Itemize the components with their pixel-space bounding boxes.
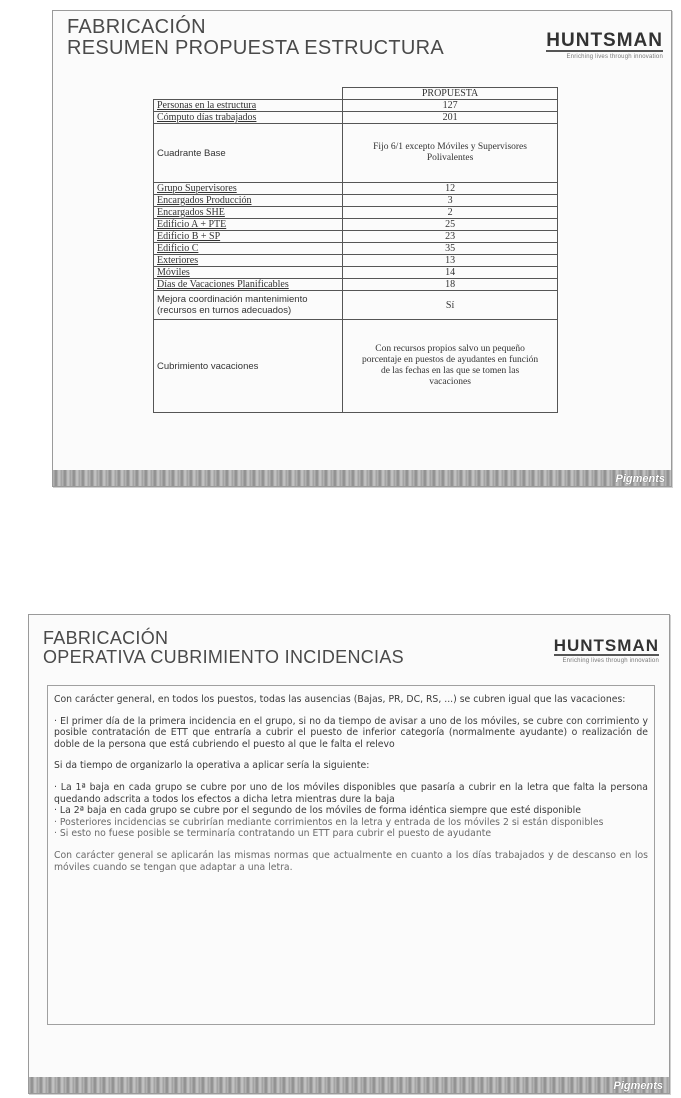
bullet-second-leave: · La 2ª baja en cada grupo se cubre por el segundo de los móviles de forma idéntica siempre que esté disponible	[54, 805, 581, 817]
slide-resumen-propuesta	[52, 10, 672, 487]
row-value: 14	[343, 267, 558, 279]
row-label: Mejora coordinación mantenimiento (recursos en turnos adecuados)	[154, 291, 343, 320]
title-line-1: FABRICACIÓN	[67, 16, 206, 38]
logo-tagline: Enriching lives through innovation	[566, 54, 663, 60]
row-value: Con recursos propios salvo un pequeño porcentaje en puestos de ayudantes en función de las fechas en las que se tomen las vacaciones	[343, 320, 558, 413]
row-value: 127	[343, 100, 558, 112]
row-label: Exteriores	[154, 255, 343, 267]
paragraph-intro: Con carácter general, en todos los puestos, todas las ausencias (Bajas, PR, DC, RS, ...) se cubren igual que las vacaciones:	[54, 694, 626, 705]
logo-wordmark: HUNTSMAN	[553, 636, 659, 655]
title-line-2: OPERATIVA CUBRIMIENTO INCIDENCIAS	[43, 646, 404, 667]
proposal-table	[153, 87, 558, 413]
paragraph-general-rules: Con carácter general se aplicarán las mismas normas que actualmente en cuanto a los días trabajados y de descanso en los móviles cuando se tengan que adaptar a una letra.	[54, 849, 648, 873]
row-value: Sí	[343, 291, 558, 320]
incidencias-textbox	[47, 685, 655, 1025]
paragraph-first-day: · El primer día de la primera incidencia en el grupo, si no da tiempo de avisar a uno de los móviles, se cubre con corrimiento y posible contratación de ETT que entraría a cubrir el puesto de inferior categoría (normalmente ayudante) o realización de doble de la persona que está cubriendo el puesto al que le falta el relevo	[54, 715, 648, 750]
row-label: Cubrimiento vacaciones	[154, 320, 343, 413]
table-row	[154, 267, 558, 279]
table-row	[154, 207, 558, 219]
row-label: Encargados Producción	[154, 195, 343, 207]
table-row	[154, 100, 558, 112]
table-row	[154, 112, 558, 124]
pigments-brand: Pigments	[613, 1080, 663, 1092]
table-row	[154, 183, 558, 195]
table-header: PROPUESTA	[343, 88, 558, 100]
row-label: Cuadrante Base	[154, 124, 343, 183]
huntsman-logo	[554, 637, 659, 664]
row-label: Edificio C	[154, 243, 343, 255]
table-row	[154, 124, 558, 183]
row-label: Cómputo días trabajados	[154, 112, 343, 124]
row-value: 12	[343, 183, 558, 195]
table-header-row	[154, 88, 558, 100]
row-value: 35	[343, 243, 558, 255]
row-value: 25	[343, 219, 558, 231]
bullet-further-incidents: · Posteriores incidencias se cubrirían mediante corrimientos en la letra y entrada de los móviles 2 si están disponibles	[54, 816, 604, 828]
bullet-first-leave: · La 1ª baja en cada grupo se cubre por uno de los móviles disponibles que pasaría a cubrir en la letra que falta la persona quedando adscrita a todos los efectos a dicha letra mientras dure la baja	[54, 781, 648, 805]
row-label: Edificio B + SP	[154, 231, 343, 243]
pigments-brand: Pigments	[615, 473, 665, 485]
row-label: Personas en la estructura	[154, 100, 343, 112]
table-row	[154, 320, 558, 413]
row-value: 2	[343, 207, 558, 219]
table-row	[154, 255, 558, 267]
table-corner	[154, 88, 343, 100]
footer-bar	[29, 1077, 669, 1093]
slide-title	[67, 17, 444, 59]
table-row	[154, 279, 558, 291]
footer-bar	[53, 470, 671, 486]
row-value: 3	[343, 195, 558, 207]
row-label: Edificio A + PTE	[154, 219, 343, 231]
paragraph-organize: Si da tiempo de organizarlo la operativa a aplicar sería la siguiente:	[54, 760, 370, 772]
title-line-2: RESUMEN PROPUESTA ESTRUCTURA	[67, 37, 444, 59]
slide-operativa-incidencias	[28, 614, 670, 1094]
title-line-1: FABRICACIÓN	[43, 628, 169, 648]
logo-wordmark: HUNTSMAN	[546, 30, 663, 51]
table-row	[154, 219, 558, 231]
row-label: Móviles	[154, 267, 343, 279]
bullet-ett: · Si esto no fuese posible se terminaría contratando un ETT para cubrir el puesto de ayudante	[54, 828, 492, 840]
row-value: 23	[343, 231, 558, 243]
row-value: 18	[343, 279, 558, 291]
table-row	[154, 291, 558, 320]
logo-tagline: Enriching lives through innovation	[562, 658, 659, 664]
row-label: Días de Vacaciones Planificables	[154, 279, 343, 291]
table-row	[154, 243, 558, 255]
table-row	[154, 231, 558, 243]
row-label: Encargados SHE	[154, 207, 343, 219]
huntsman-logo	[546, 31, 663, 60]
row-value: 13	[343, 255, 558, 267]
row-label: Grupo Supervisores	[154, 183, 343, 195]
row-value: 201	[343, 112, 558, 124]
table-row	[154, 195, 558, 207]
slide-title	[43, 629, 404, 667]
row-value: Fijo 6/1 excepto Móviles y Supervisores Polivalentes	[343, 124, 558, 183]
